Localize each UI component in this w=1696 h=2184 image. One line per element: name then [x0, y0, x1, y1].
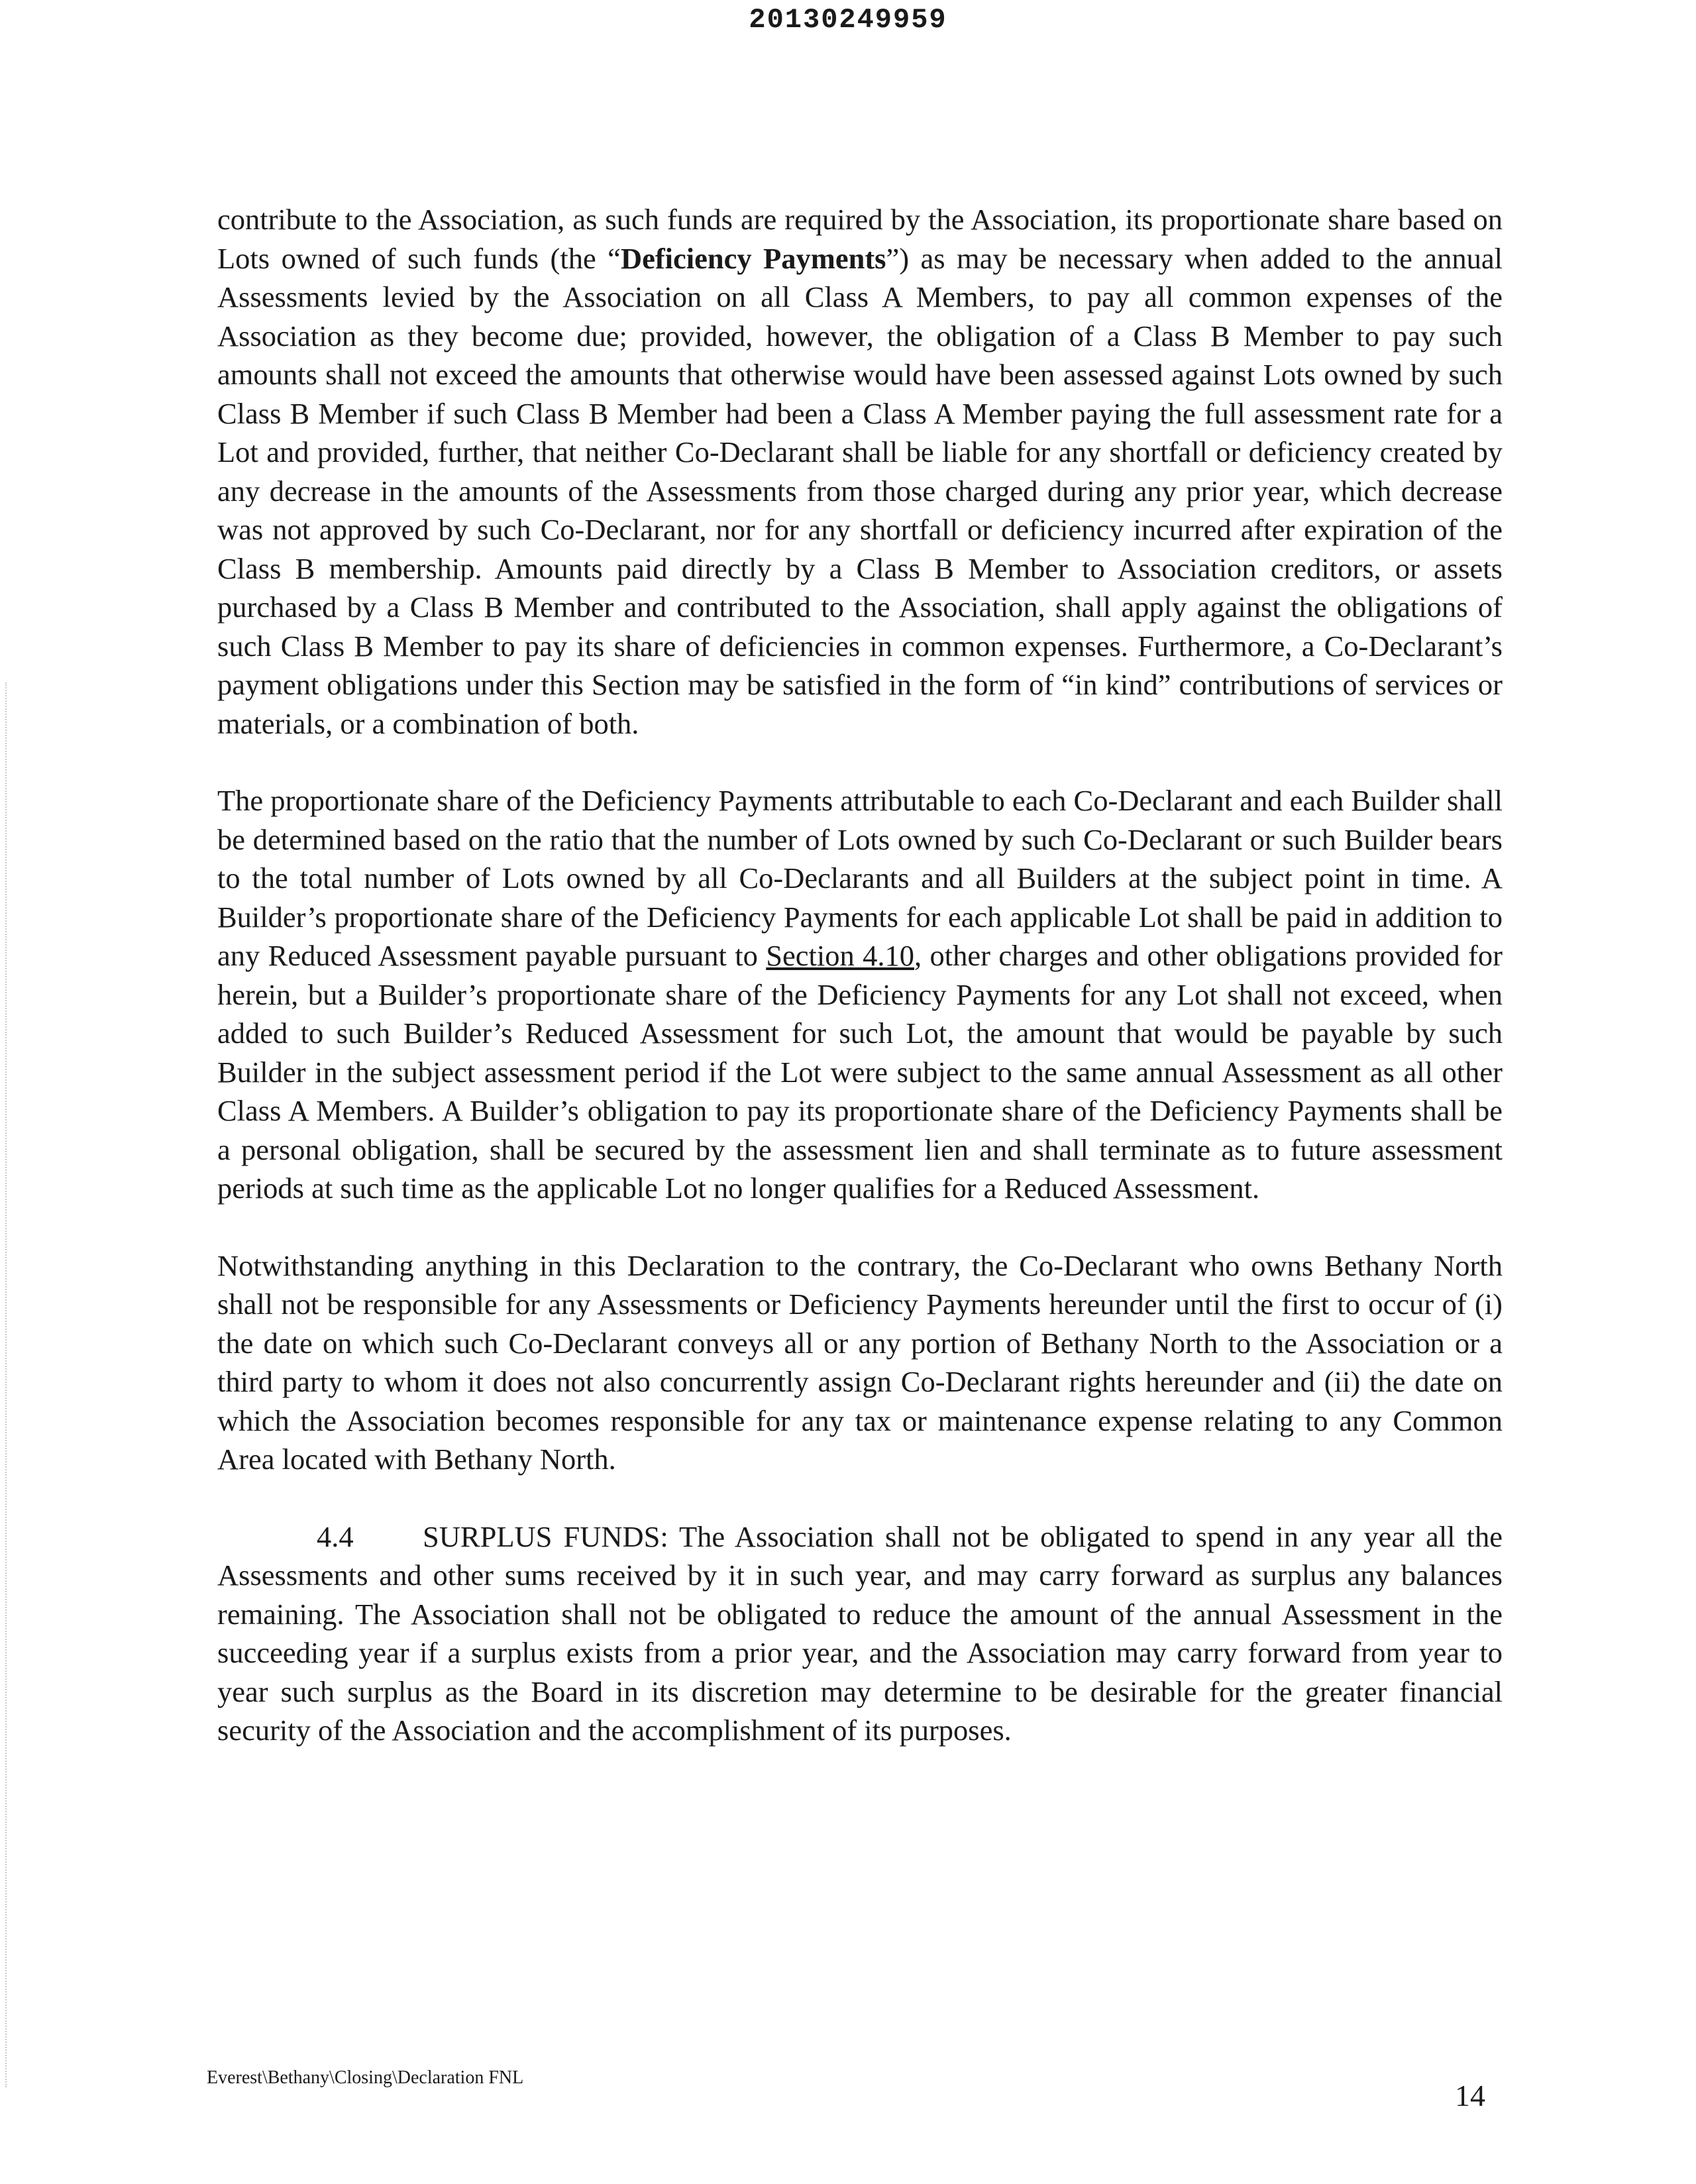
paragraph-proportionate-share — [217, 781, 1503, 1208]
section-text: SURPLUS FUNDS: The Association shall not be obligated to spend in any year all the Assessments and other sums received by it in such year, and may carry forward as surplus any balances remaining. The Association shall not be obligated to reduce the amount of the annual Assessment in the succeeding year if a surplus exists from a prior year, and the Association may carry forward from year to year such surplus as the Board in its discretion may determine to be desirable for the greater financial security of the Association and the accomplishment of its purposes. — [217, 1519, 1503, 1747]
section-number: 4.4 — [317, 1519, 354, 1553]
paragraph-text: Notwithstanding anything in this Declaration to the contrary, the Co-Declarant who owns Bethany North shall not be responsible for any Assessments or Deficiency Payments hereunder until the first to occur of (i) the date on which such Co-Declarant conveys all or any portion of Bethany North to the Association or a third party to whom it does not also concurrently assign Co-Declarant rights hereunder and (ii) the date on which the Association becomes responsible for any tax or maintenance expense relating to any Common Area located with Bethany North. — [217, 1248, 1503, 1476]
paragraph-bethany-north — [217, 1246, 1503, 1479]
footer-file-path: Everest\Bethany\Closing\Declaration FNL — [207, 2067, 524, 2088]
defined-term-deficiency-payments: Deficiency Payments — [620, 241, 886, 275]
paragraph-text: , other charges and other obligations provided for herein, but a Builder’s proportionate share of the Deficiency Payments for any Lot shall not exceed, when added to such Builder’s Reduced Assessment for such Lot, the amount that would be payable by such Builder in the subject assessment period if the Lot were subject to the same annual Assessment as all other Class A Members. A Builder’s obligation to pay its proportionate share of the Deficiency Payments shall be a personal obligation, shall be secured by the assessment lien and shall terminate as to future assessment periods at such time as the applicable Lot no longer qualifies for a Reduced Assessment. — [217, 939, 1503, 1205]
section-reference-link: Section 4.10 — [766, 939, 915, 972]
document-number: 20130249959 — [749, 4, 947, 36]
paragraph-text: The proportionate share of the Deficiency Payments attributable to each Co-Declarant and each Builder shall be determined based on the ratio that the number of Lots owned by such Co-Declarant or such Builder bears to the total number of Lots owned by all Co-Declarants and all Builders at the subject point in time. A Builder’s proportionate share of the Deficiency Payments for each applicable Lot shall be paid in addition to any Reduced Assessment payable pursuant to — [217, 784, 1503, 972]
document-body — [217, 200, 1503, 1750]
paragraph-text: contribute to the Association, as such funds are required by the Association, its proportionate share based on Lots owned of such funds (the “ — [217, 203, 1503, 275]
paragraph-deficiency-payments — [217, 200, 1503, 743]
scan-margin-line — [5, 682, 7, 2087]
paragraph-text: ”) as may be necessary when added to the annual Assessments levied by the Association on all Class A Members, to pay all common expenses of the Association as they become due; provided, however, the obligation of a Class B Member to pay such amounts shall not exceed the amounts that otherwise would have been assessed against Lots owned by such Class B Member if such Class B Member had been a Class A Member paying the full assessment rate for a Lot and provided, further, that neither Co-Declarant shall be liable for any shortfall or deficiency created by any decrease in the amounts of the Assessments from those charged during any prior year, which decrease was not approved by such Co-Declarant, nor for any shortfall or deficiency incurred after expiration of the Class B membership. Amounts paid directly by a Class B Member to Association creditors, or assets purchased by a Class B Member and contributed to the Association, shall apply against the obligations of such Class B Member to pay its share of deficiencies in common expenses. Furthermore, a Co-Declarant’s payment obligations under this Section may be satisfied in the form of “in kind” contributions of services or materials, or a combination of both. — [217, 241, 1503, 740]
page-number: 14 — [1455, 2079, 1485, 2112]
section-4-4-surplus-funds — [217, 1517, 1503, 1750]
